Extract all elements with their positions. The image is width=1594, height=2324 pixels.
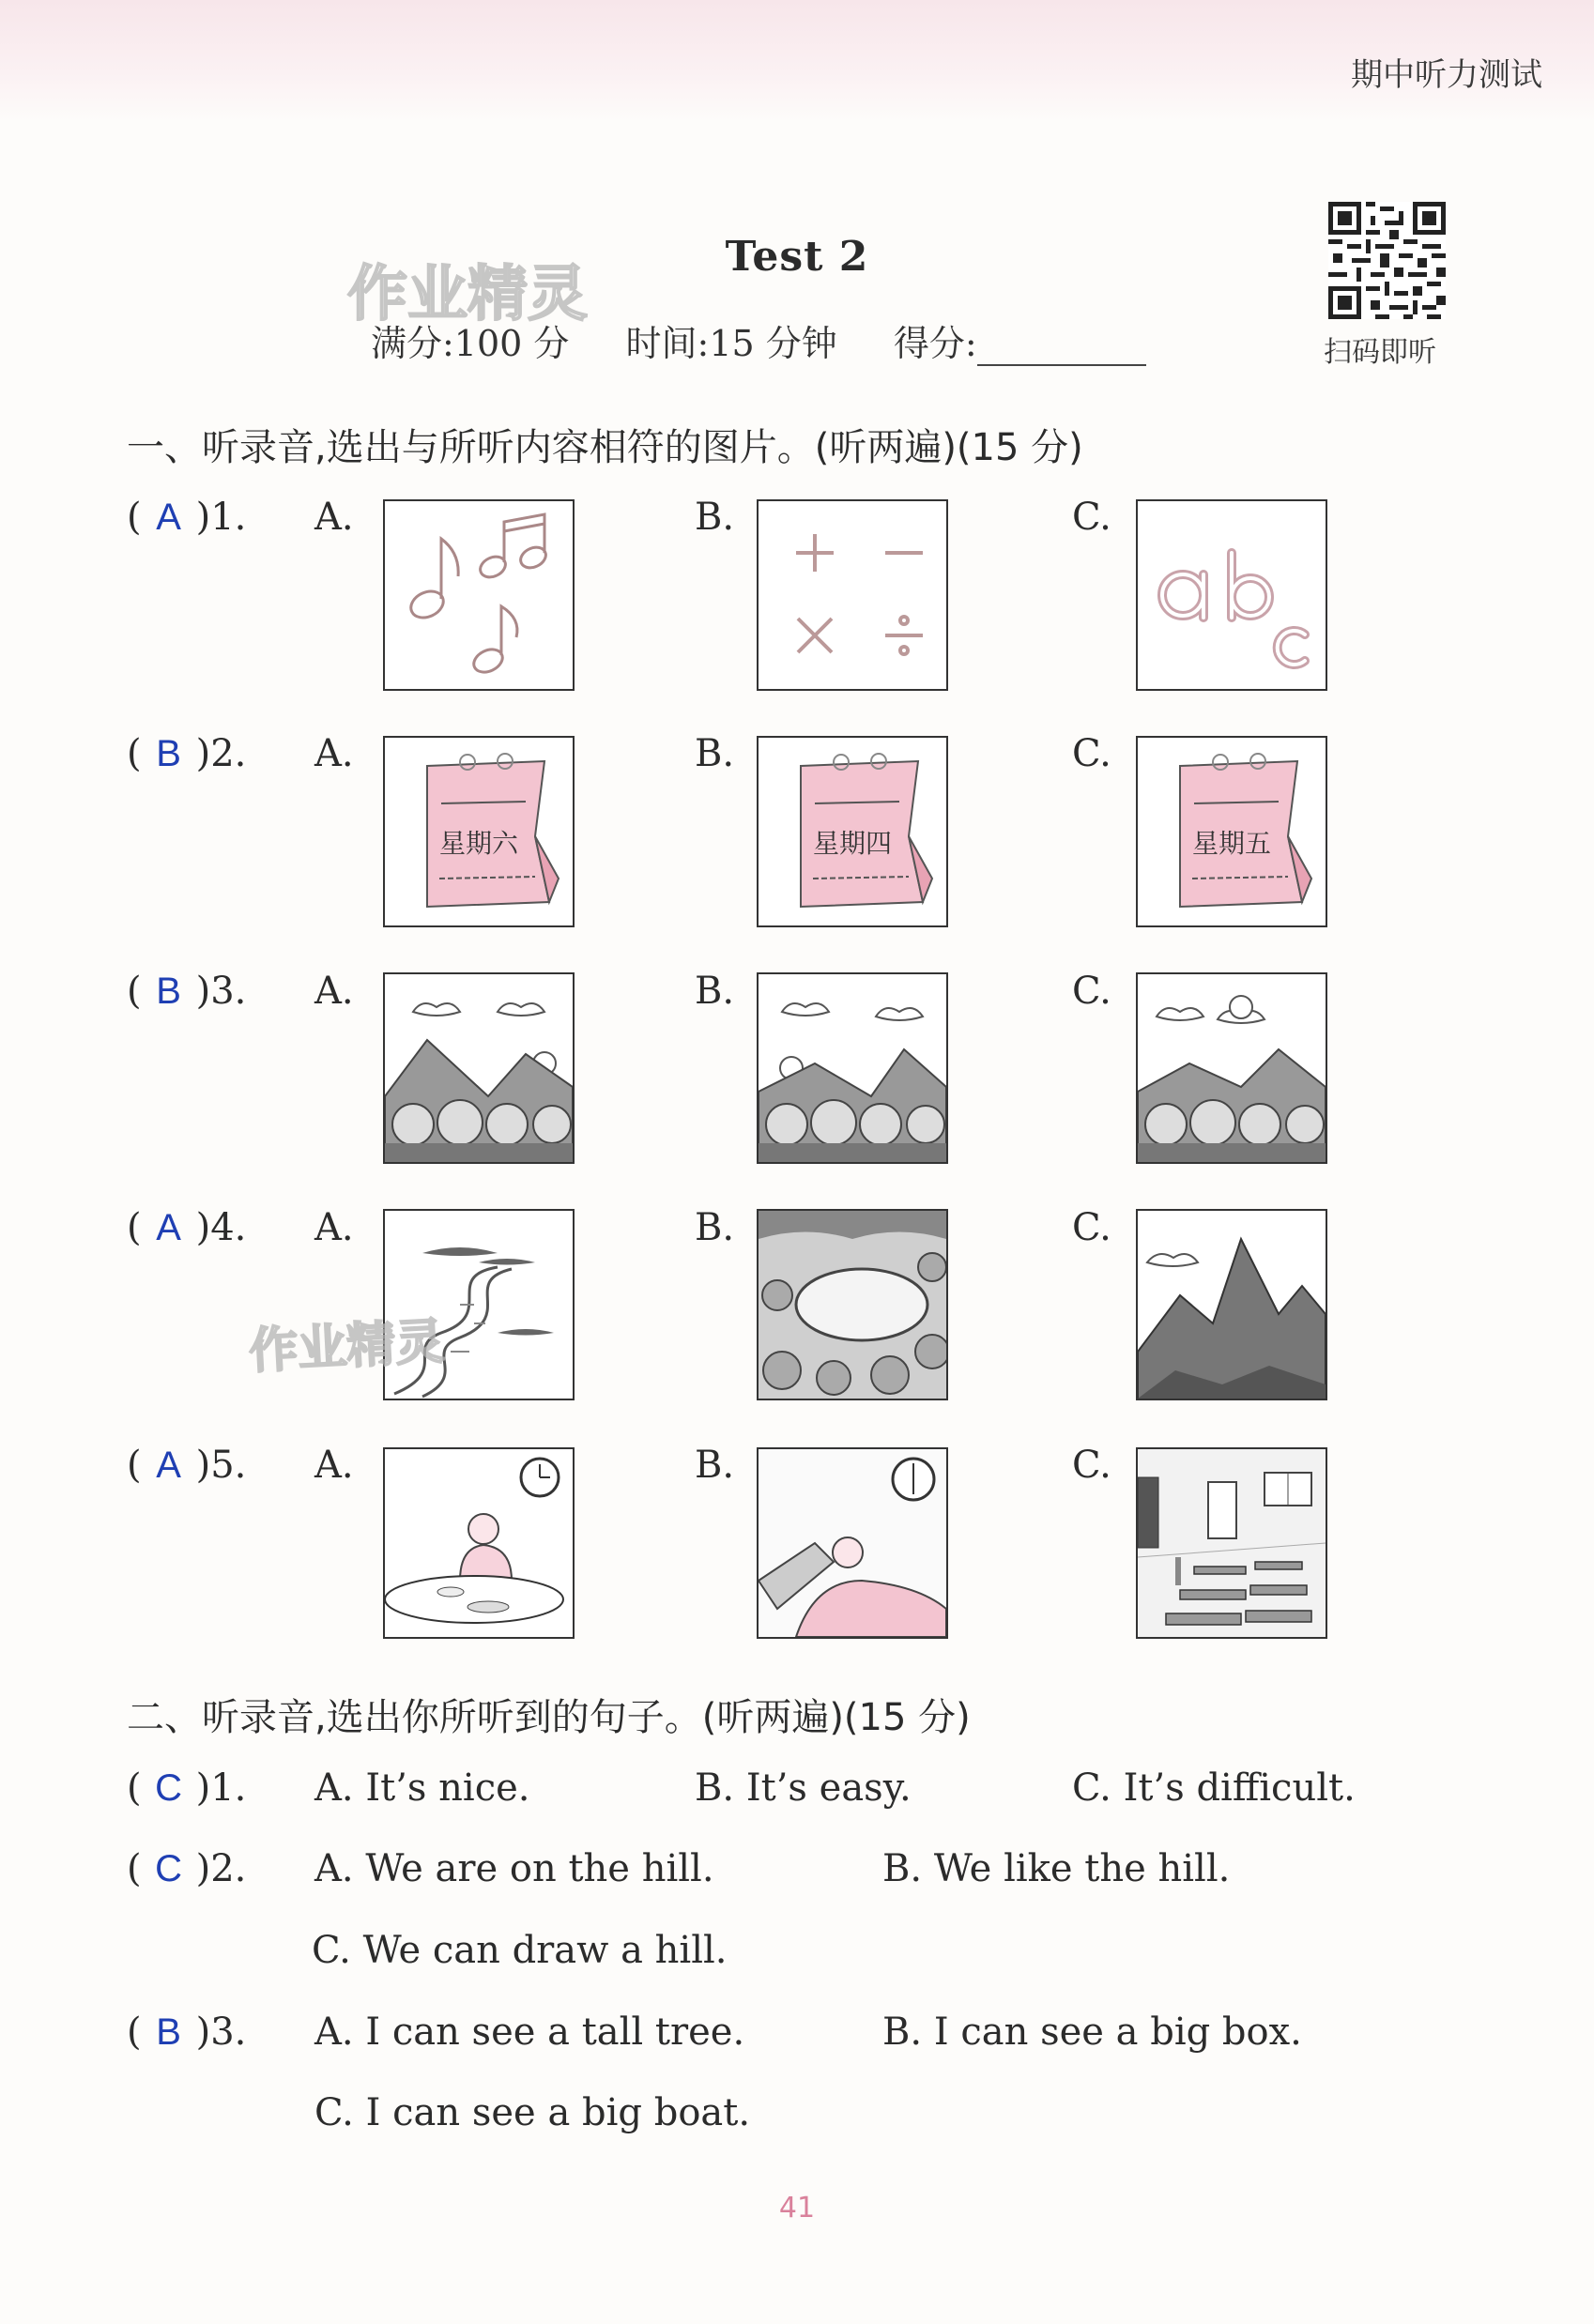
s1-q5-pic-b-girl-in-bed[interactable]: [757, 1447, 948, 1639]
s1-q1-number: )1.: [195, 496, 247, 539]
header-title: 期中听力测试: [1351, 56, 1542, 94]
calendar-icon: [759, 738, 946, 925]
math-symbols-icon: [759, 501, 946, 689]
s1-q3-number: )3.: [195, 970, 247, 1013]
score-label: 得分:: [893, 323, 977, 364]
s1-q3-answer[interactable]: B: [156, 971, 181, 1012]
s2-q2-prefix: ( C )2.: [127, 1847, 247, 1890]
s1-q3-prefix: ( B )3.: [127, 970, 247, 1013]
s1-q4-number: )4.: [195, 1206, 247, 1249]
s1-q2-pic-c-calendar[interactable]: [1136, 736, 1327, 927]
time-limit: 时间:15 分钟: [625, 323, 837, 364]
section2-heading: 二、听录音,选出你所听到的句子。(听两遍)(15 分): [127, 1696, 971, 1739]
s1-q2-option-a-label: A.: [314, 732, 354, 775]
s1-q2-answer[interactable]: B: [156, 733, 181, 774]
s1-q5-answer[interactable]: A: [156, 1445, 181, 1486]
s1-q2-option-b-label: B.: [695, 732, 735, 775]
mountain-sun-scene-icon: [385, 974, 573, 1162]
s1-q1-option-a-label: A.: [314, 496, 354, 539]
s1-q3-pic-c-sun-midday[interactable]: [1136, 972, 1327, 1164]
calendar-day-label: 星期六: [438, 828, 519, 859]
lake-icon: [759, 1211, 946, 1399]
s2-q1-option-b: B. It’s easy.: [695, 1766, 912, 1810]
qr-label: 扫码即听: [1324, 336, 1436, 369]
s1-q1-pic-b-math-symbols[interactable]: [757, 499, 948, 691]
s1-q5-number: )5.: [195, 1444, 247, 1487]
letters-abc-icon: [1138, 501, 1326, 689]
s1-q1-prefix: ( A )1.: [127, 496, 247, 539]
mountain-sun-scene-icon: [1138, 974, 1326, 1162]
music-notes-icon: [385, 501, 573, 689]
s1-q5-option-a-label: A.: [314, 1444, 354, 1487]
boy-eating-icon: [385, 1449, 573, 1637]
s2-q1-option-c: C. It’s difficult.: [1072, 1766, 1356, 1810]
s1-q4-answer[interactable]: A: [156, 1207, 181, 1248]
test-title: Test 2: [725, 233, 869, 281]
page-number: 41: [778, 2192, 816, 2225]
s2-q1-answer[interactable]: C: [155, 1767, 183, 1809]
s2-q1-prefix: ( C )1.: [127, 1766, 247, 1810]
s2-q1-option-a: A. It’s nice.: [314, 1766, 530, 1810]
s1-q4-pic-b-lake[interactable]: [757, 1209, 948, 1400]
section1-heading: 一、听录音,选出与所听内容相符的图片。(听两遍)(15 分): [127, 426, 1083, 469]
s1-q4-option-b-label: B.: [695, 1206, 735, 1249]
s1-q3-option-a-label: A.: [314, 970, 354, 1013]
s2-q3-option-a: A. I can see a tall tree.: [314, 2011, 745, 2054]
s1-q1-answer[interactable]: A: [156, 497, 181, 538]
s2-q3-prefix: ( B )3.: [127, 2011, 247, 2054]
watermark: 作业精灵: [347, 260, 588, 329]
mountain-sun-scene-icon: [759, 974, 946, 1162]
score-blank[interactable]: [977, 336, 1146, 366]
s1-q4-pic-c-mountains[interactable]: [1136, 1209, 1327, 1400]
s1-q2-pic-b-calendar[interactable]: [757, 736, 948, 927]
s1-q4-option-a-label: A.: [314, 1206, 354, 1249]
s1-q1-option-b-label: B.: [695, 496, 735, 539]
s2-q2-number: )2.: [195, 1847, 247, 1890]
s2-q2-option-c: C. We can draw a hill.: [312, 1929, 728, 1972]
s1-q5-option-c-label: C.: [1072, 1444, 1111, 1487]
girl-in-bed-icon: [759, 1449, 946, 1637]
s1-q2-option-c-label: C.: [1072, 732, 1111, 775]
s1-q2-number: )2.: [195, 732, 247, 775]
s1-q1-pic-c-letters-abc[interactable]: [1136, 499, 1327, 691]
full-marks: 满分:100 分: [371, 323, 570, 364]
calendar-day-label: 星期四: [812, 828, 893, 859]
s1-q3-pic-a-sun-setting-right[interactable]: [383, 972, 575, 1164]
calendar-day-label: 星期五: [1191, 828, 1272, 859]
s1-q5-prefix: ( A )5.: [127, 1444, 247, 1487]
s2-q3-option-b: B. I can see a big box.: [882, 2011, 1302, 2054]
s1-q2-pic-a-calendar[interactable]: [383, 736, 575, 927]
s1-q5-pic-a-boy-eating[interactable]: [383, 1447, 575, 1639]
s1-q3-option-b-label: B.: [695, 970, 735, 1013]
calendar-icon: [1138, 738, 1326, 925]
s1-q5-option-b-label: B.: [695, 1444, 735, 1487]
classroom-icon: [1138, 1449, 1326, 1637]
s1-q3-option-c-label: C.: [1072, 970, 1111, 1013]
s2-q2-option-a: A. We are on the hill.: [314, 1847, 714, 1890]
s1-q5-pic-c-classroom[interactable]: [1136, 1447, 1327, 1639]
watermark: 作业精灵: [247, 1313, 446, 1381]
s1-q1-option-c-label: C.: [1072, 496, 1111, 539]
s1-q2-prefix: ( B )2.: [127, 732, 247, 775]
s2-q3-answer[interactable]: B: [156, 2011, 181, 2053]
s2-q3-option-c: C. I can see a big boat.: [314, 2091, 751, 2134]
qr-code-icon[interactable]: [1328, 202, 1446, 319]
s2-q1-number: )1.: [195, 1766, 247, 1810]
s1-q4-prefix: ( A )4.: [127, 1206, 247, 1249]
s1-q4-option-c-label: C.: [1072, 1206, 1111, 1249]
mountains-icon: [1138, 1211, 1326, 1399]
s2-q2-answer[interactable]: C: [155, 1848, 183, 1889]
s1-q1-pic-a-music-notes[interactable]: [383, 499, 575, 691]
s2-q2-option-b: B. We like the hill.: [882, 1847, 1231, 1890]
score-info: [371, 314, 1191, 366]
s1-q3-pic-b-sun-rising-left[interactable]: [757, 972, 948, 1164]
calendar-icon: [385, 738, 573, 925]
s2-q3-number: )3.: [195, 2011, 247, 2054]
